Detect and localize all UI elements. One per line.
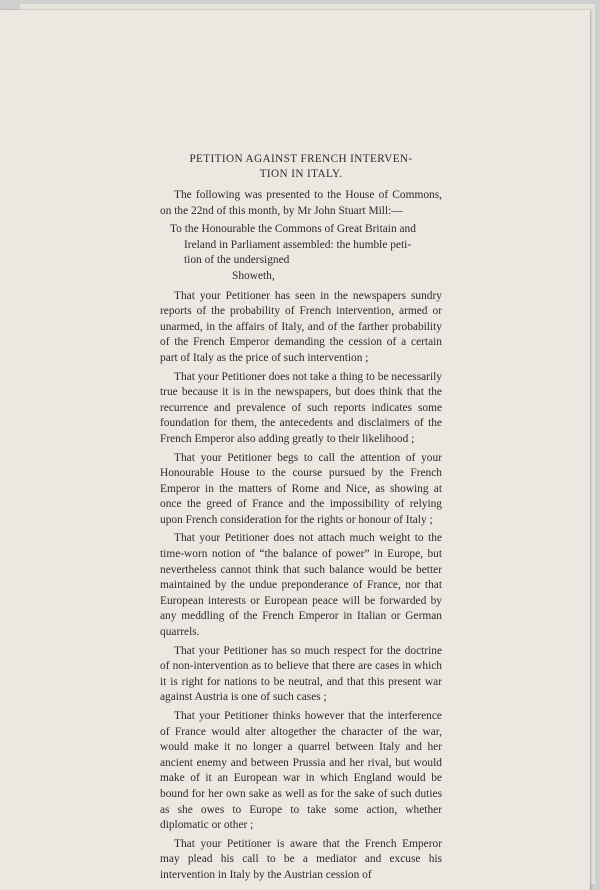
paragraph-5: That your Petitioner has so much respect for the doctrine of non-intervention as to believe that there are cases in which it is right for nations to be neutral, and that this present war against Austria is one of such cases ; [160,644,442,704]
paragraph-6: That your Petitioner thinks however that the interference of France would alter altogether the character of the war, would make it no longer a quarrel between Italy and her ancient enemy and between Prussia and her rival, but would make of it an European war in which England would be bound for her own sake as well as for the sake of such duties as she owes to Europe to take some action, whether diplomatic or other ; [160,710,442,832]
title-line-1: PETITION AGAINST FRENCH INTERVEN- [189,153,413,165]
paragraph-7: That your Petitioner is aware that the French Emperor may plead his call to be a mediator and excuse his intervention in Italy by the Austrian cession of [160,837,442,881]
document-text [160,152,442,887]
paragraph-3: That your Petitioner begs to call the attention of your Honourable House to the course pursued by the French Emperor in the matters of Rome and Nice, as showing at once the greed of France and the impossibility of relying upon French consideration for the rights or honour of Italy ; [160,451,442,526]
address-line-3: tion of the undersigned [184,254,290,267]
address-line-1: To the Honourable the Commons of Great Britain and [170,223,416,236]
paragraph-2: That your Petitioner does not take a thing to be necessarily true because it is in the newspapers, but does think that the recurrence and prevalence of such reports indicates some foundation for them, the antecedents and disclaimers of the French Emperor also adding greatly to their likelihood ; [160,370,442,445]
paragraph-1: That your Petitioner has seen in the newspapers sundry reports of the probability of French intervention, armed or unarmed, in the affairs of Italy, and of the farther probability of the French Emperor demanding the cession of a certain part of Italy as the price of such intervention ; [160,289,442,364]
address-block [160,222,442,269]
paragraph-4: That your Petitioner does not attach much weight to the time-worn notion of “the balance of power” in Europe, but nevertheless cannot think that such balance would be better maintained by the undue preponderance of France, nor that European interests or European peace will be forwarded by any meddling of the French Emperor in Italian or German quarrels. [160,532,442,639]
intro-paragraph: The following was presented to the House of Commons, on the 22nd of this month, by Mr John Stuart Mill:— [160,189,442,217]
title-line-2: TION IN ITALY. [259,168,343,180]
document-title [160,152,442,182]
showeth-line: Showeth, [232,269,275,282]
address-line-2: Ireland in Parliament assembled: the humble peti- [184,238,412,251]
